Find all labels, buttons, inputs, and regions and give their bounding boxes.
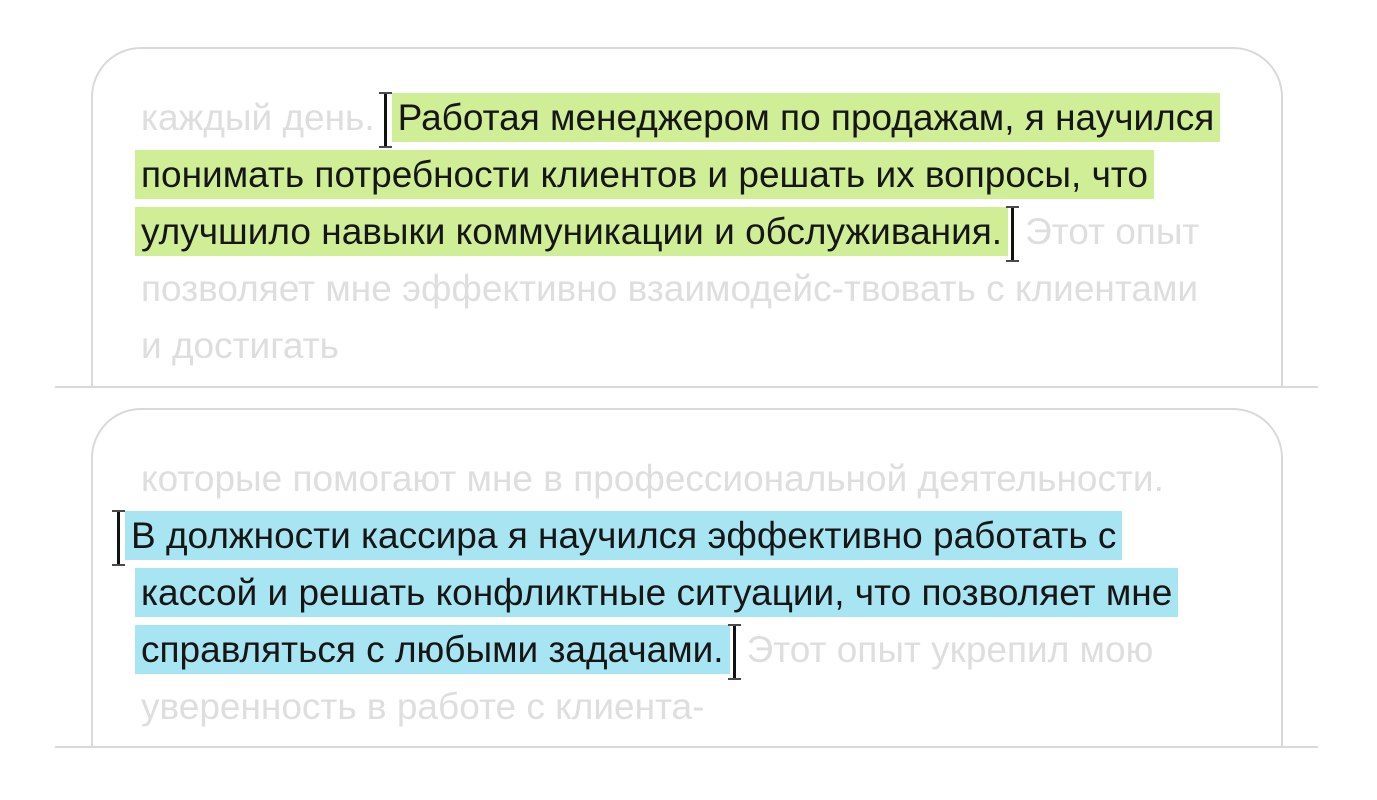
text-line — [141, 564, 1233, 621]
dimmed-text: Этот опыт укрепил мою — [746, 629, 1154, 670]
text-line — [141, 450, 1233, 507]
text-line — [141, 621, 1233, 678]
frame-divider-line-top — [55, 386, 1318, 388]
highlighted-text: справляться с любыми задачами. — [135, 625, 730, 674]
text-content-bottom — [131, 450, 1233, 735]
dimmed-text: и достигать — [141, 325, 339, 366]
text-line — [141, 146, 1233, 203]
text-line — [131, 507, 1233, 564]
text-line — [141, 203, 1233, 260]
dimmed-text: позволяет мне эффективно взаимодейс-твовать с клиентами — [141, 268, 1199, 309]
frame-divider-line-bottom — [55, 746, 1318, 748]
text-card-top[interactable] — [91, 47, 1283, 386]
text-line — [141, 89, 1233, 146]
highlighted-text: улучшило навыки коммуникации и обслуживания. — [135, 207, 1008, 256]
text-content-top — [141, 89, 1233, 374]
text-line — [141, 317, 1233, 374]
dimmed-text: которые помогают мне в профессиональной деятельности. — [141, 458, 1164, 499]
text-cursor-caret — [733, 625, 736, 679]
text-card-bottom[interactable] — [91, 408, 1283, 746]
highlighted-text: кассой и решать конфликтные ситуации, что позволяет мне — [135, 568, 1178, 617]
text-cursor-caret — [117, 511, 120, 565]
highlighted-text: В должности кассира я научился эффективно работать с — [125, 511, 1122, 560]
text-line — [141, 260, 1233, 317]
dimmed-text: уверенность в работе с клиента- — [141, 686, 705, 727]
text-cursor-caret — [384, 93, 387, 147]
text-line — [141, 678, 1233, 735]
highlighted-text: понимать потребности клиентов и решать их вопросы, что — [135, 150, 1154, 199]
highlighted-text: Работая менеджером по продажам, я научился — [392, 93, 1221, 142]
dimmed-text: каждый день. — [141, 97, 375, 138]
dimmed-text: Этот опыт — [1025, 211, 1200, 252]
text-cursor-caret — [1011, 207, 1014, 261]
